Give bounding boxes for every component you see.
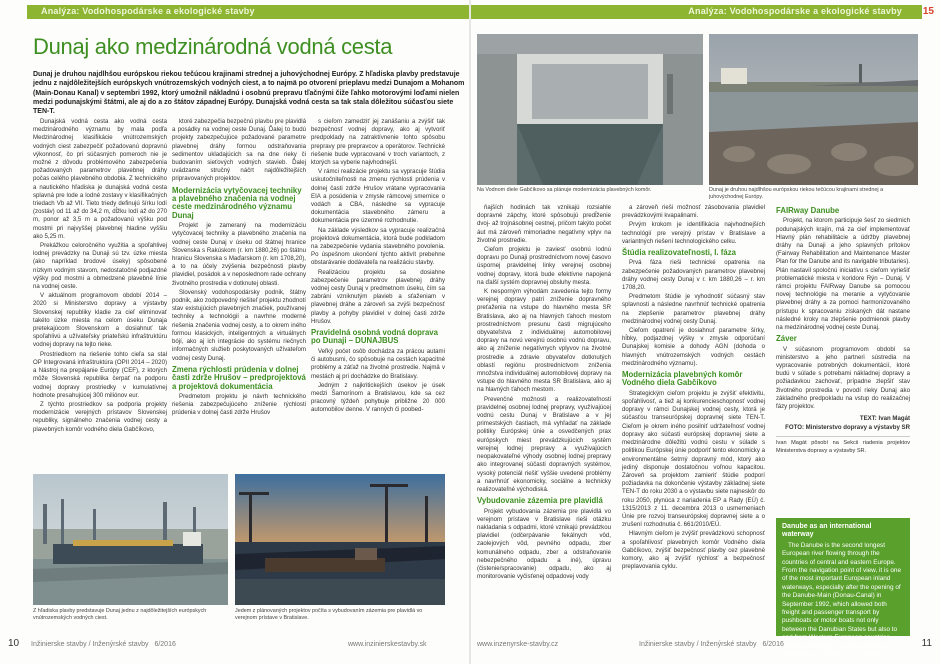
photo-port-ship <box>33 474 228 605</box>
paragraph: Dunajská vodná cesta ako vodná cesta medzinárodného významu by mala podľa Medzinárodnej klasifikácie vnútrozemských vodných ciest zabezpečiť požadovanú dopravnú výkonnosť, čo pri súčasných pomeroch nie je možné z dôvodu problémového zabezpečenia požadovaných parametrov plavebnej dráhy počas celého plavebného obdobia. Z technického a nautického hľadiska je dunajská vodná cesta splavná pre lode a lodné zostavy v klasifikačných triedach Vb až VII. Tieto triedy definujú šírku lodí (zostáv) od 11 až do 34,2 m, dĺžku lodí až do 270 m, ponor až 3,5 m a požadovanú výšku pod mostmi pri najvyššej plavebnej hladine vyššiu ako 5,25 m. <box>33 118 167 240</box>
footer-issue: 6/2016 <box>762 641 784 648</box>
paragraph: Prevenčné možnosti a realizovateľnosti pravidelnej osobnej lodnej prepravy, využívajúcej vodnú cestu Dunaj v Bratislave a v jej primestských častiach, má vyhľadať na základe politiky Európskej únie a osvedčených prax európskych miest prevádzkujúcich systém verejnej lodnej prepravy a využívajúcich neopakovateľné výhody osobnej lodnej prepravy ako integrovanej súčasti dopravných systémov, vysoký potenciál riešiť vyššie uvedené problémy a navrhnúť ekonomicky, sociálne a technicky realizovateľné východiská. <box>477 395 611 493</box>
paragraph: Cieľom opatrení je dosiahnuť parametre šírky, hĺbky, podjazdnej výšky v zmysle odporúčaní Dunajskej komisie a dohody AGN (dohoda o hlavných vnútrozemských vodných cestách medzinárodného významu). <box>622 327 765 367</box>
paragraph: ňajších hodinách tak vznikajú rozsiahle dopravné zápchy, ktoré spôsobujú predĺženie dvoj- až trojnásobnej cestnej, pričom takýto počet áut má zároveň mimoriadne negatívny vplyv na životné prostredie. <box>477 204 611 244</box>
paragraph: Veľký počet osôb dochádza za prácou autami či autobusmi, čo spôsobuje na cestách kapacitné problémy a záťaž na životné prostredie. Najmä v mestách aj pri dochádzke do Bratislavy. <box>311 347 445 380</box>
subheading: Modernizácia plavebných komôr Vodného diela Gabčíkovo <box>622 370 743 388</box>
photo-bratislava-river <box>709 34 918 185</box>
paragraph: V aktuálnom programovom období 2014 – 2020 si Ministerstvo dopravy a výstavby Slovenskej republiky kladie za cieľ eliminovať takéto úzke miesta na celom úseku Dunaja pretekajúcom Slovenskom a dosiahnuť tak spoľahlivú a užívateľsky priateľskú infraštruktúru vodnej dopravy na tejto rieke. <box>33 292 167 349</box>
page-number-top: 15 <box>922 6 934 17</box>
paragraph: Hlavným cieľom je zvýšiť prevádzkovú schopnosť a spoľahlivosť plavebných komôr Vodného diela Gabčíkovo, zvýšiť bezpečnosť plavby cez plavebné komory, ako aj zvýšiť rýchlosť a bezpečnosť preplavovania cyklu. <box>622 530 765 571</box>
author-bio: Ivan Magát pôsobí na Sekcii riadenia projektov Ministerstva dopravy a výstavby SR. <box>776 436 910 455</box>
paragraph: Z týchto prostriedkov sa podporia projekty modernizácie verejných prístavov Slovenskej republiky, signálneho značenia vodnej cesty a plavebných komôr vodného diela Gabčíkovo, <box>33 400 167 433</box>
author-credit: TEXT: Ivan Magát <box>859 415 910 423</box>
subheading: Modernizácia vytyčovacej techniky a plavebného značenia na vodnej ceste medzinárodného významu Dunaj <box>172 185 302 220</box>
right-page <box>471 0 940 664</box>
paragraph: V rámci realizácie projektu sa vypracuje štúdia uskutočniteľnosti na zmenu rýchlosti prúdenia v dolnej časti zdrže Hrušov vrátane vypracovania EIA a posúdenia v zmysle rámcovej smernice o vodách a CBA, následne sa vypracuje dokumentácia stavebného zámeru a dokumentácia pre územné rozhodnutie. <box>311 168 445 225</box>
subheading: Vybudovanie zázemia pre plavidlá <box>477 496 603 506</box>
paragraph: Na základe výsledkov sa vypracuje realizačná projektová dokumentácia, ktorá bude podkladom na zabezpečenie vydania stavebného povolenia. Po úspešnom ukončení týchto aktivít prebehne obstarávanie dodávateľa na realizáciu stavby. <box>311 226 445 267</box>
right-column-3 <box>776 204 910 514</box>
left-column-2 <box>172 118 306 470</box>
left-page <box>0 0 469 664</box>
page-number: 10 <box>8 638 20 649</box>
paragraph: Strategickým cieľom projektu je zvýšiť efektivitu, spoľahlivosť, a tiež aj konkurencieschopnosť vodnej dopravy v rámci Dunajskej vodnej cesty, ktorá je súčasťou transeurópskej dopravnej siete TEN-T. Cieľom je okrem iného posilniť udržateľnosť vodnej dopravy ako súčasti európskej dopravnej siete a medzinárodne dôležitú vodnú cestu v súlade s politikou Európskej únie podporiť tento ekonomicky a environmentálne šetrný dopravný mód, ktorý ako jediný disponuje dostatočnou voľnou kapacitou. Zároveň sa projektom zamieriť štúdie podporí požiadavka na dokončenie výstavby základnej siete TEN-T do roku 2030 a o výstavbu siete najneskôr do roku 2050, plynúca z nariadenia EP a Rady (EÚ) č. 1315/2013 z 11. decembra 2013 o usmerneniach Únie pre rozvoj transeurópskej dopravnej siete a o zrušení rozhodnutia č. 661/2010/EÚ. <box>622 389 765 529</box>
footer-url: www.inzinierskestavby.sk <box>348 641 427 648</box>
paragraph: Realizáciou projektu sa dosiahne zabezpečenie parametrov plavebnej dráhy vodnej cesty Dunaj v predmetnom úseku, čím sa zabráni vzniknutým plavieb a sťaženiam v plavebnej dráhe a zároveň sa zvýši bezpečnosť plavby a pohyby plavidiel v dolnej časti zdrže Hrušov. <box>311 268 445 325</box>
paragraph: Projekt je zameraný na modernizáciu vytyčovacej techniky a plavebného značenia na vodnej ceste Dunaj v úseku od štátnej hranice Slovenska s Rakúskom (r. km 1880,26) po štátnu hranicu Slovenska s Maďarskom (r. km 1708,20), a to na účely zvýšenia bezpečnosti plavby plavidiel, posádok a v neposlednom rade ochrany životného prostredia v dotknutej oblasti. <box>172 222 306 287</box>
section-header-bar <box>471 5 922 19</box>
summary-title: Danube as an international waterway <box>782 523 872 539</box>
footer-magazine-name: Inžinierske stavby / Inženýrské stavby <box>31 641 149 648</box>
photo-caption: Na Vodnom diele Gabčíkovo sa plánuje modernizácia plavebných komôr. <box>477 187 652 193</box>
footer-magazine <box>639 641 784 648</box>
left-column-1 <box>33 118 167 470</box>
subheading: FAIRway Danube <box>776 206 840 215</box>
paragraph: Projekt vybudovania zázemia pre plavidlá vo verejnom prístave v Bratislave rieši otázku nakladania s odpadmi, ktoré vznikajú prevádzkou plavidiel (odčerpávanie fekálnych vôd, zaolejových vôd, pevného odpadu, zber komunálneho odpadu, zber a odstraňovanie nebezpečného odpadu a iné), úpravu (čistenie/spracovanie) odpadu, ako aj monitorovanie vyčisťenej odpadovej vody <box>477 507 611 581</box>
photo-port-sunset <box>235 474 445 605</box>
subheading: Pravidelná osobná vodná doprava po Dunaji – DUNAJBUS <box>311 328 438 346</box>
footer-magazine-name: Inžinierske stavby / Inženýrské stavby <box>639 641 757 648</box>
paragraph: V súčasnom programovom období sa ministerstvo a jeho partneri sústredia na vypracovanie potrebných dokumentácií, ktoré budú v súlade s potrebami nákladnej dopravy a požiadavkou zachovať, prípadne zlepšiť stav životného prostredia v povodí rieky Dunaj ako základného predpokladu na vstup do realizačnej fázy projektov. <box>776 345 910 411</box>
paragraph: Predmetom štúdie je vyhodnotiť súčasný stav splavnosti a následne navrhnúť technické opatrenia na zlepšenie parametrov plavebnej dráhy medzinárodnej vodnej cesty Dunaj. <box>622 293 765 325</box>
footer-url: www.inzenyrske-stavby.cz <box>477 641 559 648</box>
section-header-bar <box>27 5 469 19</box>
photo-lock-chamber <box>477 34 703 185</box>
photo-credit: FOTO: Ministerstvo dopravy a výstavby SR <box>785 424 910 432</box>
footer-magazine <box>31 641 176 648</box>
paragraph: Prvá fáza rieši technické opatrenia na zabezpečenie požadovaných parametrov plavebnej dráhy vodnej cesty Dunaj v r. km 1880,26 – r. km 1708,20. <box>622 259 765 292</box>
paragraph: Jedným z najkritickejších úsekov je úsek medzi Šamorínom a Bratislavou, kde sa cez pracovný týždeň pohybuje približne 20 000 automobilov denne. V ranných či poobed- <box>311 381 445 414</box>
paragraph: Projekt, na ktorom participuje šesť zo siedmich podunajských krajín, má za cieľ implementovať Hlavný plán rehabilitácie a údržby plavebnej dráhy na Dunaji a jeho splavných prítokov (Fairway Rehabilitation and Maintenance Master Plan for the Danube and its navigable tributaries). Plán nastavil spoločnú iniciatívu s cieľom vyriešiť problematické miesta v koridore Rýn – Dunaj. V rámci projektu FAIRway Danube sa pomocou novej technológie na meranie a vytyčovanie plavebnej dráhy a za pomoci harmonizovaného prístupu k spracovaniu získaných dát nastane následné kroky na zlepšenie podmienok plavby na medzinárodnej vodnej ceste Dunaj. <box>776 217 910 332</box>
subheading: Zmena rýchlosti prúdenia v dolnej časti zdrže Hrušov – predprojektová a projektová dokumentácia <box>172 364 306 391</box>
subheading: Záver <box>776 334 797 344</box>
paragraph: Predmetom projektu je návrh technického riešenia zabezpečujúceho zníženie rýchlosti prúdenia v dolnej časti zdrže Hrušov <box>172 392 306 417</box>
right-column-2 <box>622 204 765 636</box>
paragraph: s cieľom zamedziť jej zanášaniu a zvýšiť tak bezpečnosť vodnej dopravy, ako aj vytvoriť predpoklady na zatraktívnenie tohto spôsobu prepravy pre prepravcov a operátorov. Technické riešenie bude vypracované v troch variantoch, z ktorých sa vyberie najvhodnejší. <box>311 118 445 167</box>
paragraph: Prekážkou celoročného využitia a spoľahlivej lodnej prevádzky na Dunaji sú tzv. úzke miesta (ako napríklad brodové úseky) spôsobené nízkym vodným stavom, nedostatočné podjazdné výšky pod mostmi a obmedzené plavebné línie na vodnej ceste. <box>33 242 167 291</box>
photo-caption: Dunaj je druhou najdlhšou európskou riekou tečúcou krajinami strednej a juhovýchodnej Európy. <box>709 187 884 200</box>
paragraph: a zároveň rieši možnosť zásobovania plavidiel prevádzkovými kvapalinami. <box>622 204 765 220</box>
paragraph: Prostriedkom na riešenie tohto cieľa sa stal OP Integrovaná infraštruktúra (OPII 2014 – 2020) a Nástroj na prepájanie Európy (CEF), z ktorých môže Slovenská republika čerpať na podporu vodnej dopravy prostriedky v kumulatívnej hodnote presahujúcej 300 miliónov eur. <box>33 350 167 399</box>
paragraph: Prvým krokom je identifikácia najvhodnejších technológií pre verejný prístav v Bratislave a variantných riešení technologického celku. <box>622 221 765 245</box>
paragraph: ktoré zabezpečia bezpečnú plavbu pre plavidlá a posádky na vodnej ceste Dunaj. Ďalej to budú projekty zabezpečujúce požadované parametre plavebnej dráhy formou odstraňovania sedimentov ukladajúcich sa na dne rieky či budovaním sieťových vodných stavieb. Ďalej uvádzame stručný náčrt najdôležitejších pripravovaných projektov. <box>172 118 306 183</box>
left-column-3 <box>311 118 445 470</box>
section-header-text: Analýza: Vodohospodárske a ekologické stavby <box>41 6 255 16</box>
paragraph: Slovenský vodohospodársky podnik, štátny podnik, ako zodpovedný riešiteľ projektu zhodnotí stav existujúcich plavebných značiek, používanej techniky a technológií a navrhne moderné riešenia značenia vodnej cesty, a to okrem iného formou klasických, inteligentných a virtuálnych bójí, ako aj ich integrácie do systému riečnych informačných služieb poskytovaných užívateľom vodnej cesty Dunaj. <box>172 288 306 362</box>
article-title: Dunaj ako medzinárodná vodná cesta <box>33 34 393 59</box>
paragraph: K nesporným výhodám zavedenia tejto formy verejnej dopravy patrí zníženie dopravného preťaženia na vstupe do hlavného mesta SR Bratislava, ako aj na hlavných ťahoch mestom prostredníctvom presunu časti migrujúceho obyvateľstva z individuálnej automobilovej dopravy na novú verejnú osobnú vodnú dopravu, ako aj zníženie negatívnych vplyvov na životné prostredie a zdravie obyvateľov dotknutých oblastí regiónu prostredníctvom zníženia množstva individuálnej automobilovej dopravy na vstupe do hlavného mesta SR Bratislava, ako aj na hlavných ťahoch mestom. <box>477 288 611 394</box>
english-summary-box <box>776 518 910 659</box>
photo-caption: Jedem z plánovaných projektov počíta s vybudovaním zázemia pre plavidlá vo verejnom prístave v Bratislave. <box>235 608 423 621</box>
summary-body: The Danube is the second longest European river flowing through the countries of central and eastern Europe. From the navigation point of view, it is one of the most important European inland waterways, especially after the opening of the Danube-Main (Donau-Canal) in September 1992, which allowed both freight and passenger transport by pushboats or motor boats not only between the Danubian States but also to and from Western European countries. Danube waterway has thus become an important part of the TEN-T network. <box>782 541 902 659</box>
article-lead: Dunaj je druhou najdlhšou európskou riekou tečúcou krajinami strednej a juhovýchodnej Európy. Z hľadiska plavby predstavuje jednu z najdôležitejších európskych vnútrozemských vodných ciest, a to najmä po otvorení prieplavu medzi Dunajom a Mohanom (Main-Donau Kanal) v septembri 1992, ktorý umožnil nákladnú i osobnú prepravu tľačnými čiže ľahko motorovými loďami nielen medzi podunajskými štátmi, ale aj do a zo štátov západnej Európy. Dunajská vodná cesta sa tak stala dôležitou súčasťou siete TEN-T. <box>33 71 465 116</box>
page-number: 11 <box>921 638 932 649</box>
subheading: Štúdia realizovateľnosti, I. fáza <box>622 248 736 258</box>
right-column-1 <box>477 204 611 636</box>
section-header-text: Analýza: Vodohospodárske a ekologické stavby <box>688 6 902 16</box>
footer-issue: 6/2016 <box>154 641 176 648</box>
photo-caption: Z hľadiska plavby predstavuje Dunaj jednu z najdôležitejších európskych vnútrozemských vodných ciest. <box>33 608 207 621</box>
paragraph: Cieľom projektu je zaviesť osobnú lodnú dopravu po Dunaji prostredníctvom novej časovo úspornej pravidelnej linky verejnej osobnej vodnej dopravy, ktorá bude efektívne napojená na ďalší systém dopravnej obsluhy mesta. <box>477 246 611 286</box>
